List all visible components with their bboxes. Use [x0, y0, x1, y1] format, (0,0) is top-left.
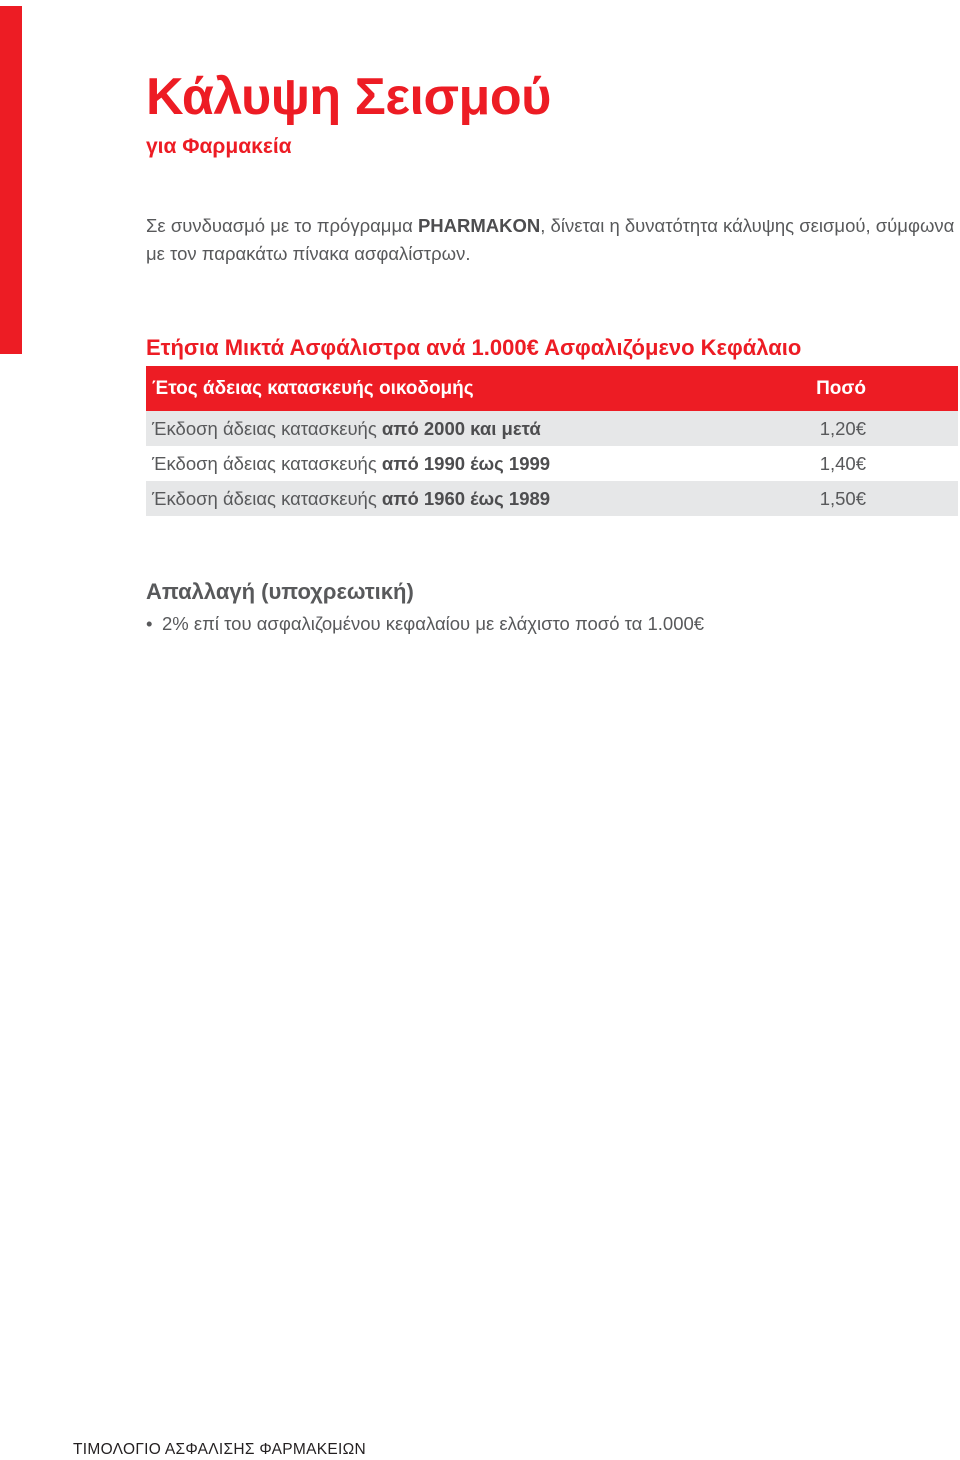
intro-text-after: , δίνεται η δυνατότητα κάλυψης σεισμού, σύμφωνα με τον παρακάτω πίνακα ασφαλίστρων. — [146, 215, 955, 264]
page-title: Κάλυψη Σεισμού — [146, 68, 551, 126]
row-period: από 1990 έως 1999 — [381, 452, 551, 474]
intro-text-before: Σε συνδυασμό με το πρόγραμμα — [146, 215, 418, 236]
table-header-row — [146, 366, 958, 411]
row-label: Έκδοση άδειας κατασκευής — [152, 487, 382, 509]
row-period: από 2000 και μετά — [381, 417, 541, 439]
rates-table — [146, 366, 958, 516]
rates-table-heading: Ετήσια Μικτά Ασφάλιστρα ανά 1.000€ Ασφαλιζόμενο Κεφάλαιο — [146, 335, 802, 360]
table-row — [146, 411, 958, 446]
deductible-text: 2% επί του ασφαλιζομένου κεφαλαίου με ελάχιστο ποσό τα 1.000€ — [162, 613, 705, 634]
bullet-icon: • — [146, 613, 153, 634]
page-subtitle: για Φαρμακεία — [146, 135, 292, 158]
table-row — [146, 481, 958, 516]
table-row — [146, 446, 958, 481]
page-footer: ΤΙΜΟΛΟΓΙΟ ΑΣΦΑΛΙΣΗΣ ΦΑΡΜΑΚΕΙΩΝ — [73, 1441, 367, 1458]
row-description — [152, 488, 550, 510]
program-name: PHARMAKON — [417, 215, 541, 236]
intro-paragraph — [146, 212, 956, 268]
row-label: Έκδοση άδειας κατασκευής — [152, 417, 382, 439]
row-description — [152, 418, 541, 440]
column-header-year: Έτος άδειας κατασκευής οικοδομής — [152, 377, 474, 399]
row-period: από 1960 έως 1989 — [381, 487, 551, 509]
row-description — [152, 453, 550, 475]
row-amount: 1,20€ — [819, 417, 866, 439]
deductible-title: Απαλλαγή (υποχρεωτική) — [146, 579, 414, 604]
row-amount: 1,40€ — [819, 452, 866, 474]
list-item — [146, 611, 704, 637]
row-label: Έκδοση άδειας κατασκευής — [152, 452, 382, 474]
red-side-bar — [0, 6, 22, 354]
column-header-amount: Ποσό — [816, 377, 866, 399]
row-amount: 1,50€ — [819, 487, 866, 509]
